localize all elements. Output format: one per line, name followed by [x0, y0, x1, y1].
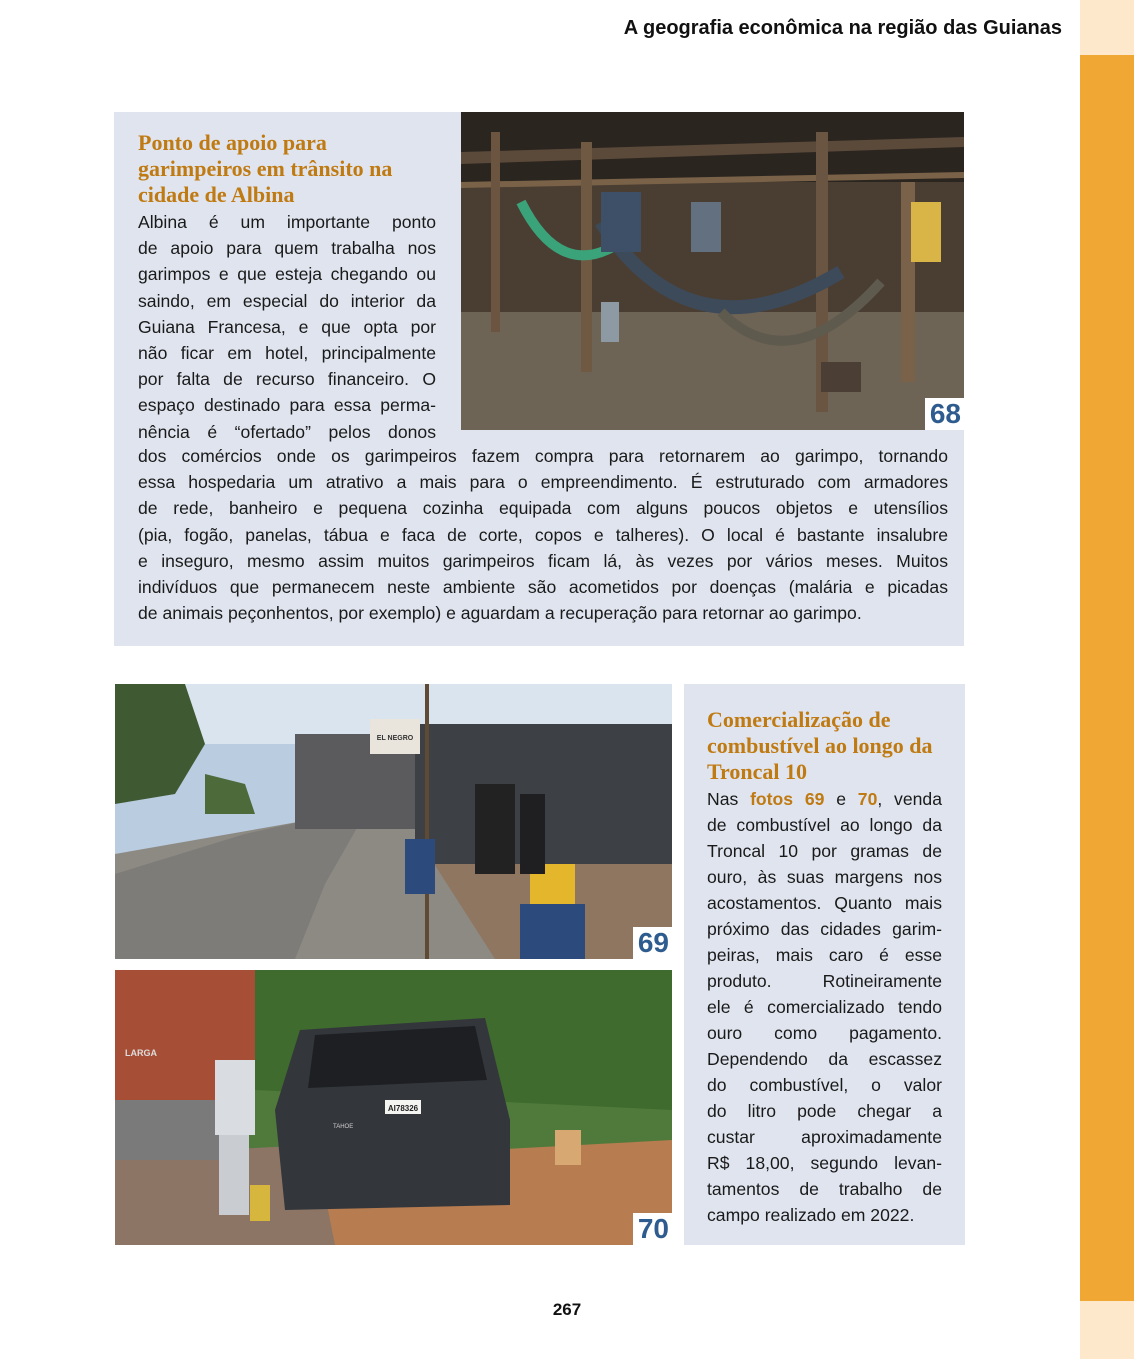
text-line: garimpos e que esteja chegando ou [138, 264, 436, 285]
sign-el-negro: EL NEGRO [376, 735, 414, 742]
text-line [707, 994, 942, 1020]
text-line: por falta de recurso financeiro. O [138, 369, 436, 390]
text-segment: R$ 18,00, segundo levan- [707, 1153, 942, 1173]
text-line [707, 1124, 942, 1150]
text-segment: peiras, mais caro é esse [707, 945, 942, 965]
text-segment: campo realizado em 2022. [707, 1205, 915, 1225]
margin-band-top [1080, 0, 1134, 55]
photo-70-fuel-to-suv [115, 970, 672, 1245]
albina-text-wide [138, 443, 948, 626]
text-segment: custar aproximadamente [707, 1127, 942, 1147]
text-segment: , venda [877, 789, 942, 809]
text-line: indivíduos que permanecem neste ambiente são acometidos por doenças (malária e picadas [138, 577, 948, 598]
text-line [707, 1098, 942, 1124]
photo-number-68: 68 [925, 398, 964, 430]
text-line: nência é “ofertado” pelos donos [138, 421, 436, 442]
text-segment: Nas [707, 789, 751, 809]
text-segment: próximo das cidades garim- [707, 919, 942, 939]
text-line [707, 968, 942, 994]
photo-69-roadside-fuel [115, 684, 672, 959]
text-line [707, 916, 942, 942]
text-line [707, 1150, 942, 1176]
fuel-title: Comercialização de combustível ao longo da Troncal 10 [707, 707, 933, 784]
text-line: de animais peçonhentos, por exemplo) e aguardam a recuperação para retornar ao garimpo. [138, 603, 862, 624]
text-line: e inseguro, mesmo assim muitos garimpeiros ficam lá, às vezes por vários meses. Muitos [138, 550, 948, 571]
brand-label: TAHOE [333, 1124, 354, 1130]
license-plate: AI78326 [387, 1104, 419, 1113]
text-line [707, 786, 942, 812]
text-line [707, 1046, 942, 1072]
text-segment: ouro, às suas margens nos [707, 867, 942, 887]
truck-label: LARGA [125, 1048, 157, 1058]
margin-band-orange [1080, 55, 1134, 1301]
text-line: Albina é um importante ponto [138, 212, 436, 232]
text-line: (pia, fogão, panelas, tábua e faca de corte, copos e talheres). O local é bastante insalubre [138, 524, 948, 545]
photo-reference: fotos 69 [750, 789, 825, 809]
text-segment: de combustível ao longo da [707, 815, 942, 835]
text-segment: tamentos de trabalho de [707, 1179, 942, 1199]
text-segment: do litro pode chegar a [707, 1101, 942, 1121]
text-line [707, 942, 942, 968]
text-segment: ouro como pagamento. [707, 1023, 942, 1043]
text-line [707, 1072, 942, 1098]
text-segment: Troncal 10 por gramas de [707, 841, 942, 861]
text-line: não ficar em hotel, principalmente [138, 343, 436, 364]
text-line [707, 1176, 942, 1202]
page-number: 267 [552, 1300, 582, 1319]
text-segment: e [824, 789, 858, 809]
text-line: dos comércios onde os garimpeiros fazem compra para retornarem ao garimpo, tornando [138, 446, 948, 466]
running-title: A geografia econômica na região das Guianas [623, 17, 1062, 39]
text-line: saindo, em especial do interior da [138, 290, 436, 311]
photo-reference: 70 [857, 789, 878, 809]
text-segment: ele é comercializado tendo [707, 997, 942, 1017]
photo-number-70: 70 [633, 1213, 672, 1245]
text-segment: acostamentos. Quanto mais [707, 893, 942, 913]
fuel-textbox [684, 684, 965, 1245]
text-line [707, 838, 942, 864]
photo-68-hammock-shelter [461, 112, 964, 430]
text-line: de apoio para quem trabalha nos [138, 238, 436, 259]
text-segment: produto. Rotineiramente [707, 971, 942, 991]
text-line [707, 890, 942, 916]
albina-text-narrow [138, 209, 436, 445]
text-line [707, 812, 942, 838]
text-line: essa hospedaria um atrativo a mais para o empreendimento. É estruturado com armadores [138, 472, 948, 493]
albina-title: Ponto de apoio para garimpeiros em trânsito na cidade de Albina [138, 130, 393, 207]
text-line [707, 1202, 942, 1228]
fuel-text [707, 786, 942, 1228]
text-segment: Dependendo da escassez [707, 1049, 942, 1069]
text-segment: do combustível, o valor [707, 1075, 942, 1095]
text-line [707, 1020, 942, 1046]
text-line: espaço destinado para essa perma- [138, 395, 436, 416]
text-line: de rede, banheiro e pequena cozinha equipada com alguns poucos objetos e utensílios [138, 498, 948, 519]
text-line: Guiana Francesa, e que opta por [138, 316, 436, 337]
text-line [707, 864, 942, 890]
photo-number-69: 69 [633, 927, 672, 959]
